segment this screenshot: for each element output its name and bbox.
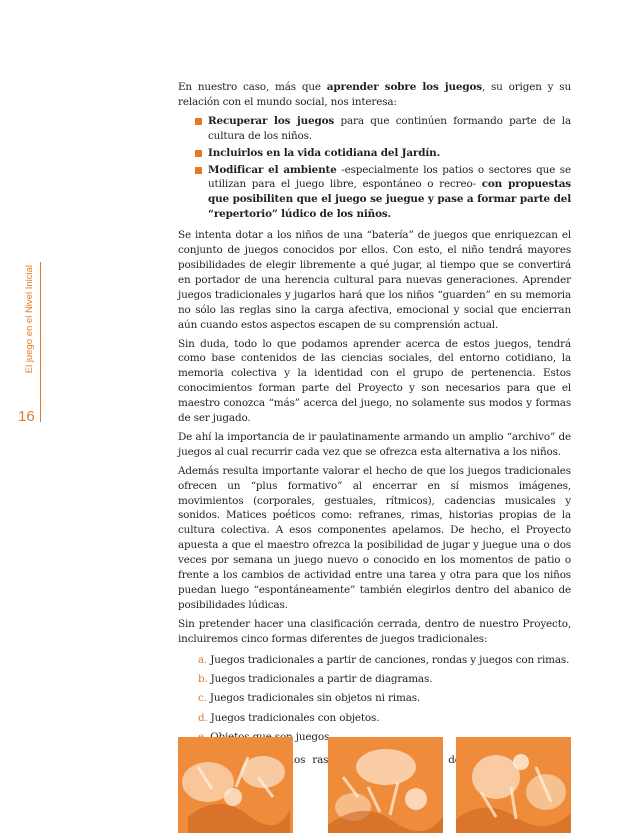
side-rule xyxy=(40,262,41,422)
body-paragraph: Sin duda, todo lo que podamos aprender acerca de estos juegos, tendrá como base contenidos de las ciencias sociales, del entorno cotidiano, la memoria colectiva y la identidad con el grupo de pertenencia. Estos conocimientos forman parte del Proyecto y son necesarios para que el maestro conozca “más” acerca del juego, no solamente sus modos y formas de ser jugado. xyxy=(178,337,571,425)
list-item: Incluirlos en la vida cotidiana del Jardín. xyxy=(208,146,571,161)
list-item: d. Juegos tradicionales con objetos. xyxy=(198,711,380,724)
illustration-strip xyxy=(178,737,571,833)
list-item: juegos. xyxy=(295,731,333,744)
body-paragraph: Además resulta importante valorar el hecho de que los juegos tradicionales ofrecen un “plus formativo” al encerrar en sí mismos imágenes, movimientos (corporales, gestuales, rítmicos), cadencias musicales y sonidos. Matices poéticos como: refranes, rimas, historias propias de la cultura colectiva. A esos componentes apelamos. De hecho, el Proyecto apuesta a que el maestro ofrezca la posibilidad de jugar y juegue una o dos veces por semana un juego nuevo o conocido en los momentos de patio o frente a los cambios de actividad entre una tarea y otra para que los niños puedan luego “espontáneamente” también elegirlos dentro del abanico de posibilidades lúdicas. xyxy=(178,464,571,611)
illustration-image xyxy=(178,737,293,833)
illustration-image xyxy=(456,737,571,833)
list-item: b. Juegos tradicionales a partir de diagramas. xyxy=(198,673,433,686)
game-types-list xyxy=(178,653,571,746)
list-item: c. Juegos tradicionales sin objetos ni rimas. xyxy=(198,692,421,705)
main-text xyxy=(178,80,571,787)
illustration-image xyxy=(328,737,443,833)
intro-paragraph: En nuestro caso, más que aprender sobre los juegos, su origen y su relación con el mundo social, nos interesa: xyxy=(178,81,571,108)
page-number: 16 xyxy=(18,408,35,425)
list-item: Recuperar los juegos para que continúen formando parte de la cultura de los niños. xyxy=(208,114,571,142)
body-paragraph: Sin pretender hacer una clasificación cerrada, dentro de nuestro Proyecto, incluiremos cinco formas diferentes de juegos tradicionales: xyxy=(178,617,571,645)
goals-list xyxy=(178,114,571,222)
list-item: a. Juegos tradicionales a partir de canciones, rondas y juegos con rimas. xyxy=(198,653,570,666)
body-paragraph: Se intenta dotar a los niños de una “batería” de juegos que enriquezcan el conjunto de juegos conocidos por ellos. Con esto, el niño tendrá mayores posibilidades de elegir libremente a qué jugar, al tiempo que se convertirá en portador de una herencia cultural para nuevas generaciones. Aprender juegos tradicionales y jugarlos hará que los niños “guarden” en su memoria no sólo las reglas sino la carga afectiva, emocional y social que encierran aún cuando estos aspectos escapen de su comprensión actual. xyxy=(178,229,571,331)
list-item: Modificar el ambiente -especialmente los patios o sectores que se utilizan para el juego libre, espontáneo o recreo- con propuestas que posibiliten que el juego se juegue y pase a formar parte del “repertorio” lúdico de los niños. xyxy=(208,163,571,221)
running-title: El juego en el Nivel Inicial xyxy=(24,265,35,374)
closing-paragraph: los de xyxy=(290,754,461,767)
body-paragraph: De ahí la importancia de ir paulatinamente armando un amplio “archivo” de juegos al cual recurrir cada vez que se ofrezca esta alternativa a los niños. xyxy=(178,430,571,458)
